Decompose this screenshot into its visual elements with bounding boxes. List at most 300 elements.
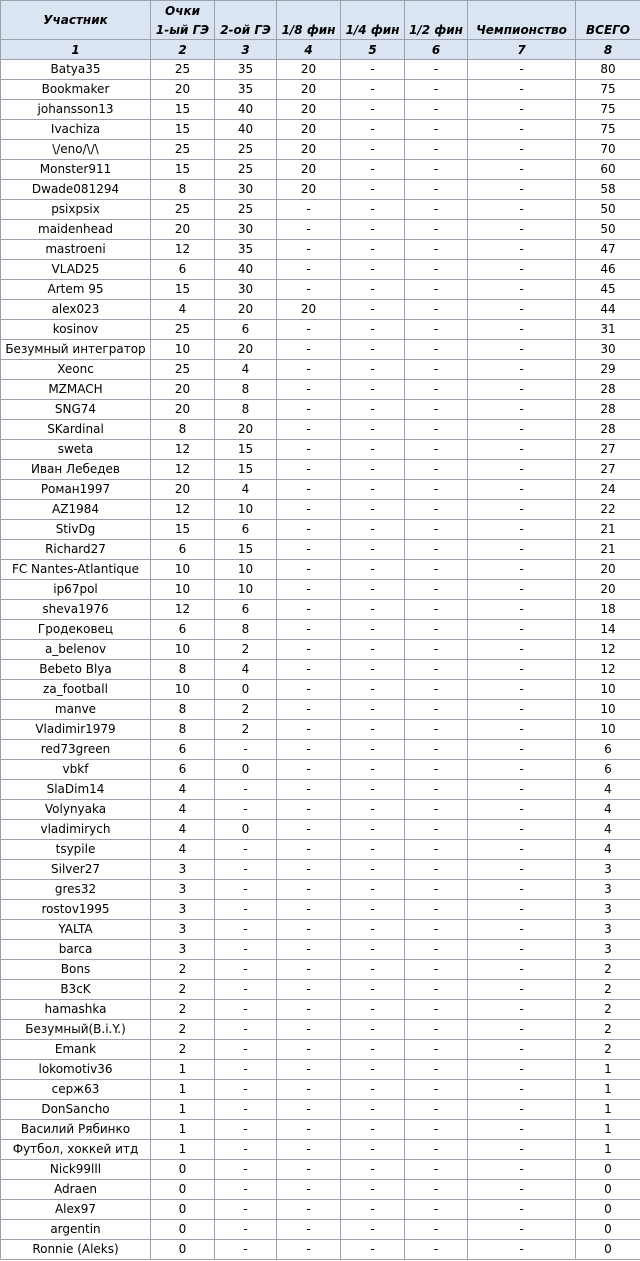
round16-points: 20 <box>277 80 341 100</box>
championship-points: - <box>468 1040 576 1060</box>
stage1-points: 10 <box>151 560 215 580</box>
total-points: 2 <box>576 980 640 1000</box>
quarter-points: - <box>341 520 405 540</box>
stage2-points: 40 <box>215 260 277 280</box>
round16-points: - <box>277 900 341 920</box>
table-row <box>1 820 640 840</box>
participant-name: red73green <box>1 740 151 760</box>
round16-points: - <box>277 1020 341 1040</box>
stage1-points: 3 <box>151 940 215 960</box>
stage2-points: - <box>215 740 277 760</box>
quarter-points: - <box>341 620 405 640</box>
semi-points: - <box>405 980 468 1000</box>
participant-name: AZ1984 <box>1 500 151 520</box>
total-points: 12 <box>576 660 640 680</box>
round16-points: - <box>277 780 341 800</box>
total-points: 1 <box>576 1080 640 1100</box>
stage1-points: 0 <box>151 1240 215 1260</box>
total-points: 58 <box>576 180 640 200</box>
stage1-points: 25 <box>151 320 215 340</box>
table-row <box>1 680 640 700</box>
championship-points: - <box>468 1160 576 1180</box>
participant-name: argentin <box>1 1220 151 1240</box>
stage1-points: 2 <box>151 960 215 980</box>
championship-points: - <box>468 540 576 560</box>
stage2-points: 0 <box>215 820 277 840</box>
participant-name: Роман1997 <box>1 480 151 500</box>
championship-points: - <box>468 680 576 700</box>
stage2-points: - <box>215 800 277 820</box>
table-row <box>1 740 640 760</box>
stage2-points: 25 <box>215 140 277 160</box>
quarter-points: - <box>341 420 405 440</box>
table-row <box>1 860 640 880</box>
table-row <box>1 220 640 240</box>
round16-points: - <box>277 540 341 560</box>
participant-name: \/eno/\/\ <box>1 140 151 160</box>
stage2-points: - <box>215 1120 277 1140</box>
stage2-points: 25 <box>215 200 277 220</box>
participant-name: barca <box>1 940 151 960</box>
participant-name: Безумный интегратор <box>1 340 151 360</box>
championship-points: - <box>468 780 576 800</box>
participant-name: MZMACH <box>1 380 151 400</box>
stage2-points: 15 <box>215 460 277 480</box>
championship-points: - <box>468 380 576 400</box>
stage2-points: 6 <box>215 320 277 340</box>
table-row <box>1 940 640 960</box>
quarter-points: - <box>341 140 405 160</box>
quarter-points: - <box>341 200 405 220</box>
total-points: 21 <box>576 540 640 560</box>
total-points: 3 <box>576 860 640 880</box>
total-points: 0 <box>576 1240 640 1260</box>
total-points: 1 <box>576 1140 640 1160</box>
header-spacer <box>215 1 277 21</box>
round16-points: - <box>277 1220 341 1240</box>
round16-points: - <box>277 420 341 440</box>
championship-points: - <box>468 460 576 480</box>
semi-points: - <box>405 340 468 360</box>
table-row <box>1 760 640 780</box>
stage2-points: - <box>215 1240 277 1260</box>
championship-points: - <box>468 760 576 780</box>
quarter-points: - <box>341 160 405 180</box>
stage2-points: 4 <box>215 360 277 380</box>
stage1-points: 1 <box>151 1080 215 1100</box>
championship-points: - <box>468 860 576 880</box>
stage1-points: 1 <box>151 1100 215 1120</box>
semi-points: - <box>405 1100 468 1120</box>
round16-points: - <box>277 640 341 660</box>
quarter-points: - <box>341 720 405 740</box>
championship-points: - <box>468 60 576 80</box>
table-row <box>1 900 640 920</box>
semi-points: - <box>405 640 468 660</box>
table-row <box>1 360 640 380</box>
semi-points: - <box>405 220 468 240</box>
semi-points: - <box>405 1160 468 1180</box>
semi-points: - <box>405 840 468 860</box>
stage1-points: 12 <box>151 440 215 460</box>
semi-points: - <box>405 920 468 940</box>
table-row <box>1 880 640 900</box>
participant-name: sheva1976 <box>1 600 151 620</box>
total-points: 80 <box>576 60 640 80</box>
total-points: 2 <box>576 960 640 980</box>
total-points: 6 <box>576 760 640 780</box>
total-points: 3 <box>576 920 640 940</box>
col-header-championship: Чемпионство <box>468 20 576 40</box>
championship-points: - <box>468 800 576 820</box>
semi-points: - <box>405 180 468 200</box>
round16-points: - <box>277 1180 341 1200</box>
championship-points: - <box>468 880 576 900</box>
quarter-points: - <box>341 320 405 340</box>
table-row <box>1 1060 640 1080</box>
total-points: 45 <box>576 280 640 300</box>
semi-points: - <box>405 280 468 300</box>
participant-name: Nick99lll <box>1 1160 151 1180</box>
semi-points: - <box>405 140 468 160</box>
stage1-points: 15 <box>151 280 215 300</box>
stage2-points: 30 <box>215 220 277 240</box>
total-points: 6 <box>576 740 640 760</box>
table-row <box>1 840 640 860</box>
participant-name: vbkf <box>1 760 151 780</box>
participant-name: kosinov <box>1 320 151 340</box>
round16-points: - <box>277 660 341 680</box>
stage2-points: 0 <box>215 680 277 700</box>
stage2-points: - <box>215 1020 277 1040</box>
table-row <box>1 1080 640 1100</box>
stage1-points: 20 <box>151 400 215 420</box>
quarter-points: - <box>341 600 405 620</box>
stage2-points: 35 <box>215 60 277 80</box>
championship-points: - <box>468 260 576 280</box>
semi-points: - <box>405 600 468 620</box>
quarter-points: - <box>341 1140 405 1160</box>
table-row <box>1 1040 640 1060</box>
quarter-points: - <box>341 260 405 280</box>
semi-points: - <box>405 380 468 400</box>
stage1-points: 6 <box>151 540 215 560</box>
stage1-points: 4 <box>151 840 215 860</box>
table-row <box>1 380 640 400</box>
stage1-points: 10 <box>151 340 215 360</box>
stage1-points: 0 <box>151 1160 215 1180</box>
quarter-points: - <box>341 440 405 460</box>
participant-name: lokomotiv36 <box>1 1060 151 1080</box>
column-number: 4 <box>277 40 341 60</box>
quarter-points: - <box>341 700 405 720</box>
semi-points: - <box>405 960 468 980</box>
quarter-points: - <box>341 1240 405 1260</box>
semi-points: - <box>405 480 468 500</box>
participant-name: SKardinal <box>1 420 151 440</box>
stage2-points: 35 <box>215 240 277 260</box>
semi-points: - <box>405 1000 468 1020</box>
semi-points: - <box>405 720 468 740</box>
total-points: 12 <box>576 640 640 660</box>
round16-points: - <box>277 1160 341 1180</box>
stage1-points: 3 <box>151 900 215 920</box>
total-points: 70 <box>576 140 640 160</box>
semi-points: - <box>405 1020 468 1040</box>
stage1-points: 6 <box>151 260 215 280</box>
table-row <box>1 120 640 140</box>
quarter-points: - <box>341 180 405 200</box>
participant-name: Василий Рябинко <box>1 1120 151 1140</box>
table-row <box>1 400 640 420</box>
quarter-points: - <box>341 300 405 320</box>
stage2-points: 6 <box>215 520 277 540</box>
stage1-points: 6 <box>151 740 215 760</box>
championship-points: - <box>468 280 576 300</box>
championship-points: - <box>468 1120 576 1140</box>
table-row <box>1 520 640 540</box>
semi-points: - <box>405 820 468 840</box>
participant-name: StivDg <box>1 520 151 540</box>
participant-name: mastroeni <box>1 240 151 260</box>
round16-points: - <box>277 880 341 900</box>
stage1-points: 25 <box>151 360 215 380</box>
semi-points: - <box>405 1080 468 1100</box>
round16-points: - <box>277 740 341 760</box>
table-row <box>1 1160 640 1180</box>
participant-header: Участник <box>1 1 151 40</box>
total-points: 27 <box>576 460 640 480</box>
stage2-points: - <box>215 840 277 860</box>
semi-points: - <box>405 80 468 100</box>
total-points: 50 <box>576 200 640 220</box>
stage1-points: 20 <box>151 480 215 500</box>
table-row <box>1 160 640 180</box>
semi-points: - <box>405 1180 468 1200</box>
stage2-points: - <box>215 860 277 880</box>
round16-points: 20 <box>277 160 341 180</box>
semi-points: - <box>405 400 468 420</box>
total-points: 1 <box>576 1120 640 1140</box>
participant-name: Xeonc <box>1 360 151 380</box>
table-row <box>1 340 640 360</box>
total-points: 75 <box>576 120 640 140</box>
table-row <box>1 600 640 620</box>
quarter-points: - <box>341 1160 405 1180</box>
stage1-points: 0 <box>151 1200 215 1220</box>
championship-points: - <box>468 100 576 120</box>
stage2-points: - <box>215 920 277 940</box>
championship-points: - <box>468 440 576 460</box>
stage1-points: 25 <box>151 200 215 220</box>
participant-name: Иван Лебедев <box>1 460 151 480</box>
quarter-points: - <box>341 1200 405 1220</box>
participant-name: Vladimir1979 <box>1 720 151 740</box>
round16-points: - <box>277 1000 341 1020</box>
round16-points: - <box>277 1040 341 1060</box>
participant-name: Безумный(B.i.Y.) <box>1 1020 151 1040</box>
semi-points: - <box>405 760 468 780</box>
round16-points: - <box>277 520 341 540</box>
championship-points: - <box>468 200 576 220</box>
round16-points: - <box>277 840 341 860</box>
total-points: 47 <box>576 240 640 260</box>
stage2-points: - <box>215 1000 277 1020</box>
stage1-points: 15 <box>151 120 215 140</box>
round16-points: - <box>277 480 341 500</box>
semi-points: - <box>405 540 468 560</box>
stage1-points: 15 <box>151 160 215 180</box>
stage1-points: 8 <box>151 180 215 200</box>
semi-points: - <box>405 160 468 180</box>
round16-points: - <box>277 400 341 420</box>
round16-points: - <box>277 1100 341 1120</box>
quarter-points: - <box>341 1120 405 1140</box>
stage1-points: 1 <box>151 1120 215 1140</box>
total-points: 10 <box>576 720 640 740</box>
semi-points: - <box>405 940 468 960</box>
table-row <box>1 720 640 740</box>
stage1-points: 12 <box>151 240 215 260</box>
table-row <box>1 1020 640 1040</box>
stage2-points: - <box>215 1160 277 1180</box>
round16-points: - <box>277 560 341 580</box>
quarter-points: - <box>341 1040 405 1060</box>
quarter-points: - <box>341 800 405 820</box>
championship-points: - <box>468 700 576 720</box>
table-row <box>1 1240 640 1260</box>
championship-points: - <box>468 400 576 420</box>
stage1-points: 4 <box>151 300 215 320</box>
quarter-points: - <box>341 960 405 980</box>
column-number: 6 <box>405 40 468 60</box>
championship-points: - <box>468 300 576 320</box>
championship-points: - <box>468 1200 576 1220</box>
table-row <box>1 140 640 160</box>
championship-points: - <box>468 500 576 520</box>
stage1-points: 12 <box>151 600 215 620</box>
stage1-points: 2 <box>151 1020 215 1040</box>
total-points: 3 <box>576 900 640 920</box>
table-row <box>1 1140 640 1160</box>
stage1-points: 12 <box>151 500 215 520</box>
table-row <box>1 280 640 300</box>
total-points: 2 <box>576 1000 640 1020</box>
quarter-points: - <box>341 360 405 380</box>
total-points: 0 <box>576 1220 640 1240</box>
stage2-points: - <box>215 780 277 800</box>
total-points: 4 <box>576 780 640 800</box>
total-points: 21 <box>576 520 640 540</box>
stage2-points: 8 <box>215 380 277 400</box>
stage2-points: 40 <box>215 100 277 120</box>
stage1-points: 6 <box>151 760 215 780</box>
quarter-points: - <box>341 680 405 700</box>
stage2-points: - <box>215 1040 277 1060</box>
table-row <box>1 980 640 1000</box>
stage1-points: 20 <box>151 220 215 240</box>
round16-points: 20 <box>277 100 341 120</box>
stage2-points: - <box>215 940 277 960</box>
stage2-points: - <box>215 1100 277 1120</box>
total-points: 46 <box>576 260 640 280</box>
total-points: 0 <box>576 1160 640 1180</box>
table-row <box>1 800 640 820</box>
championship-points: - <box>468 820 576 840</box>
participant-name: Ronnie (Aleks) <box>1 1240 151 1260</box>
semi-points: - <box>405 1040 468 1060</box>
round16-points: - <box>277 220 341 240</box>
semi-points: - <box>405 560 468 580</box>
quarter-points: - <box>341 1080 405 1100</box>
quarter-points: - <box>341 540 405 560</box>
round16-points: - <box>277 260 341 280</box>
championship-points: - <box>468 960 576 980</box>
round16-points: 20 <box>277 60 341 80</box>
quarter-points: - <box>341 120 405 140</box>
table-row <box>1 480 640 500</box>
quarter-points: - <box>341 400 405 420</box>
round16-points: - <box>277 860 341 880</box>
round16-points: - <box>277 600 341 620</box>
semi-points: - <box>405 740 468 760</box>
championship-points: - <box>468 940 576 960</box>
round16-points: - <box>277 680 341 700</box>
quarter-points: - <box>341 760 405 780</box>
header-spacer <box>341 1 405 21</box>
participant-name: Emank <box>1 1040 151 1060</box>
semi-points: - <box>405 680 468 700</box>
semi-points: - <box>405 800 468 820</box>
stage1-points: 2 <box>151 1000 215 1020</box>
round16-points: - <box>277 460 341 480</box>
participant-name: серж63 <box>1 1080 151 1100</box>
total-points: 20 <box>576 580 640 600</box>
table-row <box>1 180 640 200</box>
stage2-points: 10 <box>215 500 277 520</box>
stage1-points: 4 <box>151 820 215 840</box>
championship-points: - <box>468 560 576 580</box>
table-row <box>1 660 640 680</box>
total-points: 18 <box>576 600 640 620</box>
semi-points: - <box>405 260 468 280</box>
stage2-points: 2 <box>215 640 277 660</box>
semi-points: - <box>405 580 468 600</box>
stage2-points: 35 <box>215 80 277 100</box>
table-header <box>1 1 640 60</box>
semi-points: - <box>405 360 468 380</box>
semi-points: - <box>405 880 468 900</box>
quarter-points: - <box>341 940 405 960</box>
championship-points: - <box>468 920 576 940</box>
stage2-points: 40 <box>215 120 277 140</box>
column-number: 3 <box>215 40 277 60</box>
stage2-points: 0 <box>215 760 277 780</box>
total-points: 29 <box>576 360 640 380</box>
col-header-total: ВСЕГО <box>576 20 640 40</box>
participant-name: a_belenov <box>1 640 151 660</box>
column-number: 5 <box>341 40 405 60</box>
quarter-points: - <box>341 900 405 920</box>
quarter-points: - <box>341 1100 405 1120</box>
round16-points: - <box>277 240 341 260</box>
stage1-points: 10 <box>151 580 215 600</box>
championship-points: - <box>468 1000 576 1020</box>
col-header-semi: 1/2 фин <box>405 20 468 40</box>
stage1-points: 4 <box>151 780 215 800</box>
round16-points: - <box>277 500 341 520</box>
col-header-quarter: 1/4 фин <box>341 20 405 40</box>
